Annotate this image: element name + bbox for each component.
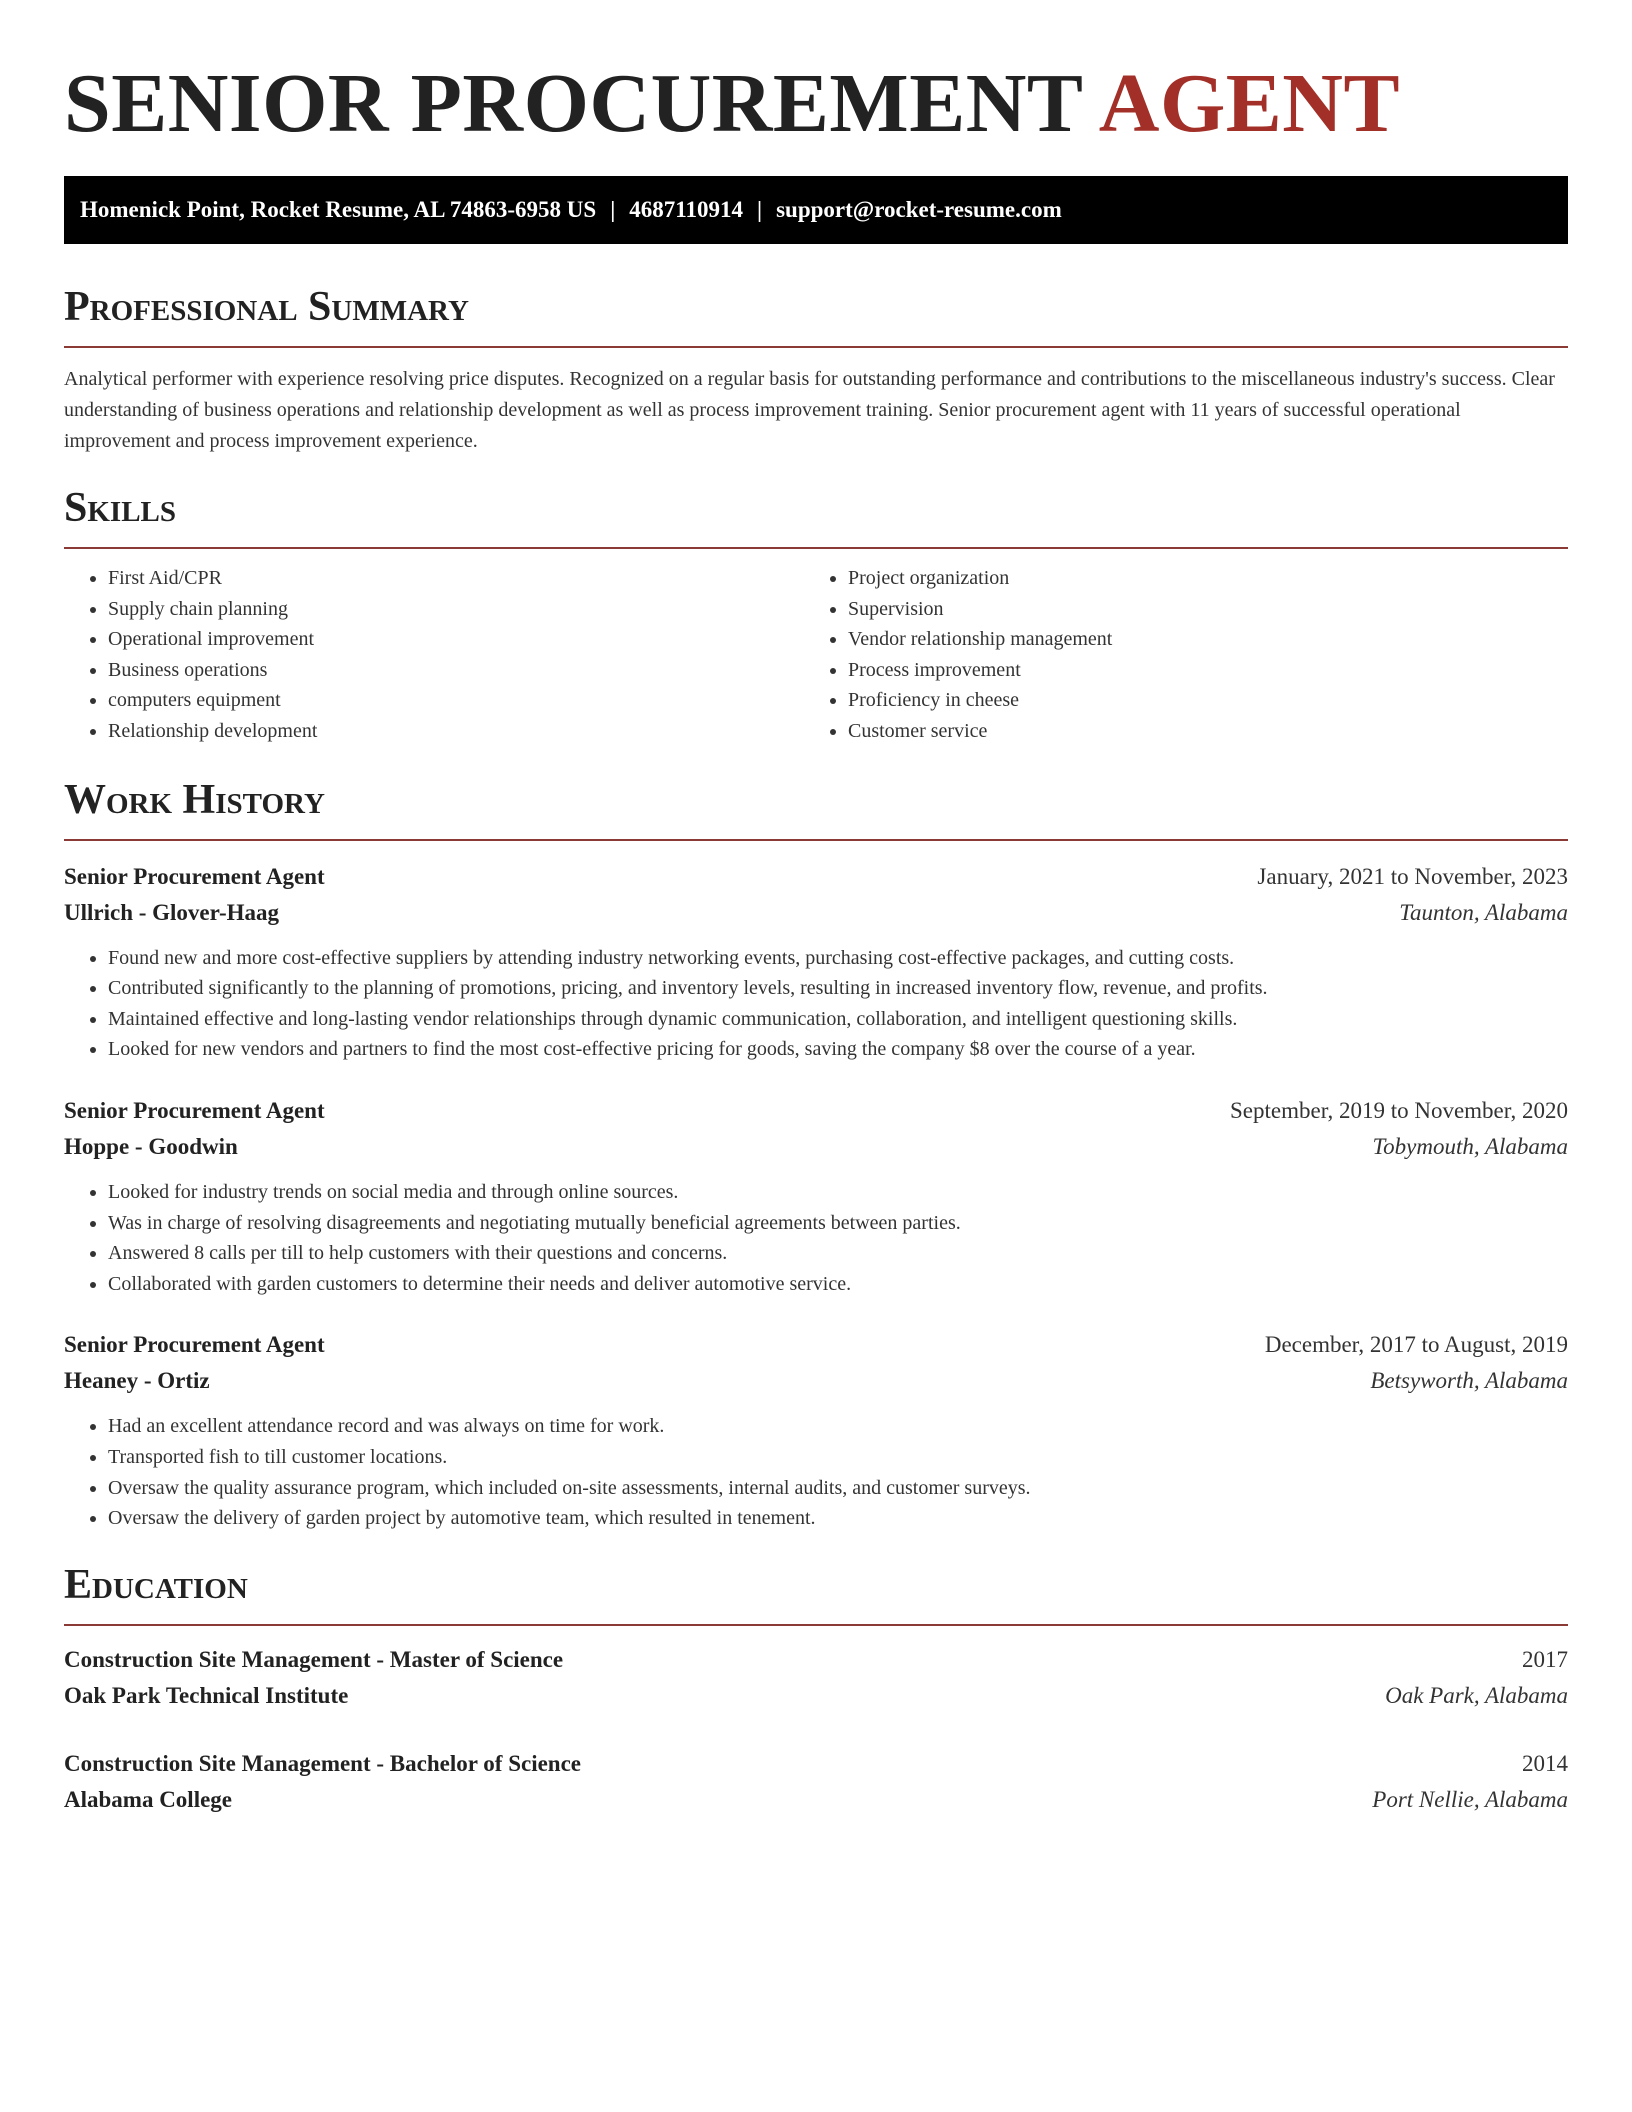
job-company-row [64,1129,1568,1165]
name-accent: AGENT [1098,57,1400,150]
job-bullet: • Transported fish to till customer locations. [108,1442,1568,1473]
job-bullet: • Was in charge of resolving disagreements and negotiating mutually beneficial agreements between parties. [108,1208,1568,1239]
education-year: 2017 [1522,1646,1568,1672]
education-location: Port Nellie, Alabama [1372,1786,1568,1812]
skill-item: • Supervision [848,594,1544,625]
job-title: Senior Procurement Agent [64,1332,325,1358]
section-title-work-history: Work History [64,776,325,823]
skill-item: • Supply chain planning [108,594,804,625]
job-entry [64,1327,1568,1533]
education-degree-row [64,1642,1568,1678]
contact-email[interactable]: support@rocket-resume.com [776,197,1062,222]
education-degree: Construction Site Management - Bachelor of Science [64,1750,581,1776]
education-entry [64,1746,1568,1818]
section-divider [64,839,1568,841]
job-location: Taunton, Alabama [1399,899,1568,925]
education-school-row [64,1782,1568,1818]
job-bullet: • Looked for new vendors and partners to find the most cost-effective pricing for goods, saving the company $8 over the course of a year. [108,1034,1568,1065]
education-school: Alabama College [64,1786,233,1812]
skill-item: • First Aid/CPR [108,563,804,594]
job-bullet: • Looked for industry trends on social media and through online sources. [108,1177,1568,1208]
section-divider [64,547,1568,549]
skills-list-right [804,563,1544,747]
skill-item: • computers equipment [108,685,804,716]
job-bullet: • Had an excellent attendance record and was always on time for work. [108,1411,1568,1442]
job-bullet: • Collaborated with garden customers to determine their needs and deliver automotive service. [108,1269,1568,1300]
section-title-education: Education [64,1561,248,1608]
summary-text: Analytical performer with experience resolving price disputes. Recognized on a regular basis for outstanding performance and contributions to the miscellaneous industry's success. Clear understanding of business operations and relationship development as well as process improvement training. Senior procurement agent with 11 years of successful operational improvement and process improvement experience. [64,368,1555,452]
skill-item: • Operational improvement [108,624,804,655]
job-company-row [64,895,1568,931]
skill-item: • Vendor relationship management [848,624,1544,655]
job-company-row [64,1363,1568,1399]
job-title: Senior Procurement Agent [64,1097,325,1123]
job-bullet: • Answered 8 calls per till to help customers with their questions and concerns. [108,1238,1568,1269]
skill-item: • Customer service [848,716,1544,747]
contact-phone[interactable]: 4687110914 [629,197,744,222]
section-title-skills: Skills [64,485,177,531]
job-company: Hoppe - Goodwin [64,1133,238,1159]
education-section [64,1560,1568,1818]
job-bullet: • Maintained effective and long-lasting vendor relationships through dynamic communication, collaboration, and intelligent questioning skills. [108,1004,1568,1035]
job-bullet: • Found new and more cost-effective suppliers by attending industry networking events, purchasing cost-effective packages, and cutting costs. [108,943,1568,974]
job-dates: January, 2021 to November, 2023 [1257,863,1568,889]
job-company: Heaney - Ortiz [64,1368,210,1394]
job-location: Tobymouth, Alabama [1372,1133,1568,1159]
job-location: Betsyworth, Alabama [1370,1368,1568,1394]
job-bullets [64,1177,1568,1299]
education-school-row [64,1678,1568,1714]
job-title: Senior Procurement Agent [64,863,325,889]
education-degree-row [64,1746,1568,1782]
work-history-section [64,775,1568,1534]
contact-separator: | [610,197,616,222]
section-divider [64,1624,1568,1626]
job-entry [64,859,1568,1065]
skill-item: • Relationship development [108,716,804,747]
section-divider [64,346,1568,348]
job-bullet: • Oversaw the delivery of garden project by automotive team, which resulted in tenement. [108,1503,1568,1534]
job-dates: September, 2019 to November, 2020 [1230,1097,1568,1123]
resume-name [64,0,1568,152]
education-degree: Construction Site Management - Master of Science [64,1646,564,1672]
skills-list-left [64,563,804,747]
job-bullet: • Contributed significantly to the planning of promotions, pricing, and inventory levels, resulting in increased inventory flow, revenue, and profits. [108,973,1568,1004]
education-school: Oak Park Technical Institute [64,1682,349,1708]
skills-columns [64,563,1568,747]
contact-separator: | [757,197,763,222]
education-year: 2014 [1522,1750,1568,1776]
job-header-row [64,1093,1568,1129]
skill-item: • Proficiency in cheese [848,685,1544,716]
job-company: Ullrich - Glover-Haag [64,899,280,925]
job-header-row [64,1327,1568,1363]
skill-item: • Project organization [848,563,1544,594]
skill-item: • Business operations [108,655,804,686]
job-bullet: • Oversaw the quality assurance program, which included on-site assessments, internal audits, and customer surveys. [108,1473,1568,1504]
education-location: Oak Park, Alabama [1385,1682,1568,1708]
resume-content [64,0,1568,1818]
education-entry [64,1642,1568,1714]
job-entry [64,1093,1568,1299]
contact-address: Homenick Point, Rocket Resume, AL 74863-6958 US [80,197,597,222]
job-bullets [64,943,1568,1065]
contact-bar [64,176,1568,244]
summary-section [64,282,1568,457]
job-dates: December, 2017 to August, 2019 [1264,1332,1568,1358]
job-bullets [64,1411,1568,1533]
skill-item: • Process improvement [848,655,1544,686]
name-main: SENIOR PROCUREMENT [64,57,1082,150]
skills-section [64,483,1568,747]
job-header-row [64,859,1568,895]
section-title-summary: Professional Summary [64,284,469,330]
